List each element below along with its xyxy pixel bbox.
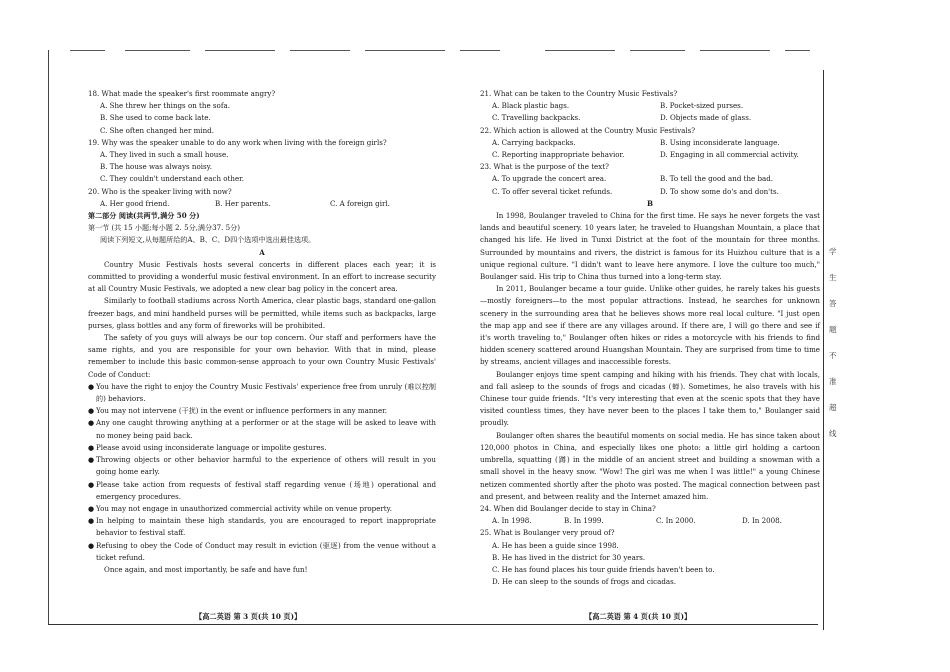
- option: C. He has found places his tour guide friends haven't been to.: [492, 564, 715, 574]
- option: D. In 2008.: [742, 516, 782, 526]
- margin-char: 题: [829, 325, 837, 334]
- top-cut-line: [545, 50, 615, 51]
- paragraph: The safety of you guys will always be our top concern. Our staff and performers have the same rights, and you are responsible for your own behavior. With that in mind, please remember to include this basic common-sense approach to your own Country Music Festivals' Code of Conduct:: [88, 333, 436, 379]
- margin-char: 答: [829, 299, 837, 308]
- question-21: 21. What can be taken to the Country Music Festivals?: [480, 89, 678, 98]
- bullet-item: ● In helping to maintain these high standards, you are encouraged to report inappropriate behavior to festival staff.: [88, 515, 436, 539]
- option: D. Objects made of glass.: [660, 113, 752, 123]
- bullet-item: ● Please avoid using inconsiderate language or impolite gestures.: [88, 442, 436, 454]
- margin-char: 线: [829, 429, 837, 438]
- bullet-icon: ●: [88, 407, 95, 416]
- bullet-icon: ●: [88, 541, 95, 550]
- bullet-icon: ●: [88, 504, 95, 513]
- paragraph: Boulanger enjoys time spent camping and hiking with his friends. They chat with locals, and fall asleep to the sounds of frogs and cicadas (蝉). Sometimes, he also travels with his Chinese tour guide friends. "It's very interesting that even at the scenic spots that they have visited countless times, they have never been to the places I take them to," Boulanger said proudly.: [480, 369, 820, 428]
- paragraph: Boulanger often shares the beautiful moments on social media. He has since taken about 120,000 photos in China, and especially likes one photo: a little girl holding a cartoon umbrella, squatting (蹲) in the middle of an ancient street and building a snowman with a small shovel in the heavy snow. "Wow! The girl was me when I was little!" a young Chinese netizen commented shortly after the photo was posted. The magical connection between past and present, and between reality and the Internet amazed him.: [480, 430, 820, 501]
- bullet-icon: ●: [88, 382, 95, 391]
- top-cut-line: [205, 50, 275, 51]
- left-column: [88, 88, 436, 576]
- option: B. Pocket-sized purses.: [660, 101, 744, 111]
- paragraph: In 1998, Boulanger traveled to China for the first time. He says he never forgets the vast lands and beautiful scenery. 10 years later, he traveled to Huangshan Mountain, a place that changed his life. He lived in Tunxi District at the foot of the mountain for three months. Surrounded by mountains and rivers, the district is famous for its Huizhou culture that is a unique regional culture. "I didn't want to leave here anymore. I love the culture too much," Boulanger said. His trip to China thus turned into a long-term stay.: [480, 211, 820, 282]
- margin-char: 生: [829, 273, 837, 282]
- option: A. He has been a guide since 1998.: [492, 540, 619, 550]
- top-cut-line: [630, 50, 685, 51]
- option: C. Travelling backpacks.: [492, 113, 581, 123]
- passage-letter: B: [647, 198, 653, 208]
- instruction: 阅读下列短文,从每题所给的A、B、C、D四个选项中选出最佳选项。: [100, 235, 316, 245]
- top-cut-line: [785, 50, 810, 51]
- option: D. He can sleep to the sounds of frogs and cicadas.: [492, 577, 677, 587]
- top-cut-line: [70, 50, 105, 51]
- bullet-item: ● You have the right to enjoy the Country Music Festivals' experience free from unruly (难以控制的) behaviors.: [88, 381, 436, 405]
- bullet-item: ● You may not intervene (干扰) in the event or influence performers in any manner.: [88, 405, 436, 417]
- top-cut-line: [125, 50, 190, 51]
- bullet-item: ● You may not engage in unauthorized commercial activity while on venue property.: [88, 503, 436, 515]
- option: B. He has lived in the district for 30 years.: [492, 552, 646, 562]
- options-row: [480, 112, 820, 124]
- part-heading: 第二部分 阅读(共两节,满分 50 分): [88, 211, 200, 221]
- page-footer-left: 【高二英语 第 3 页(共 10 页)】: [195, 612, 302, 621]
- bottom-frame-line: [48, 624, 818, 625]
- option: A. Carrying backpacks.: [492, 137, 576, 147]
- question-25: 25. What is Boulanger very proud of?: [480, 528, 615, 538]
- bullet-icon: ●: [88, 419, 95, 428]
- question-22: 22. Which action is allowed at the Country Music Festivals?: [480, 125, 696, 135]
- option: A. Black plastic bags.: [492, 101, 570, 111]
- closing-line: Once again, and most importantly, be safe and have fun!: [104, 564, 308, 574]
- option: B. In 1999.: [564, 516, 604, 526]
- bullet-icon: ●: [88, 443, 95, 452]
- option: B. The house was always noisy.: [100, 162, 212, 172]
- option: C. A foreign girl.: [330, 198, 390, 208]
- options-row: [480, 149, 820, 161]
- options-row: [480, 137, 820, 149]
- bullet-icon: ●: [88, 456, 95, 465]
- page-footer-right: 【高二英语 第 4 页(共 10 页)】: [585, 612, 692, 621]
- right-column: [480, 88, 820, 588]
- margin-char: 学: [829, 247, 837, 256]
- bullet-item: ● Refusing to obey the Code of Conduct may result in eviction (驱逐) from the venue without a ticket refund.: [88, 540, 436, 564]
- option: B. Using inconsiderate language.: [660, 137, 780, 147]
- option: C. To offer several ticket refunds.: [492, 186, 613, 196]
- question-24: 24. When did Boulanger decide to stay in China?: [480, 503, 656, 513]
- bullet-icon: ●: [88, 480, 95, 489]
- bullet-icon: ●: [88, 517, 95, 526]
- option: C. They couldn't understand each other.: [100, 174, 245, 184]
- option: B. To tell the good and the bad.: [660, 174, 774, 184]
- top-cut-line: [290, 50, 350, 51]
- option: B. She used to come back late.: [100, 113, 211, 123]
- margin-char: 不: [829, 351, 837, 360]
- option: C. She often changed her mind.: [100, 125, 214, 135]
- section-heading: 第一节 (共 15 小题;每小题 2. 5分,满分37. 5分): [88, 223, 241, 233]
- question-20: 20. Who is the speaker living with now?: [88, 186, 232, 196]
- question-18: 18. What made the speaker's first roommate angry?: [88, 89, 276, 98]
- margin-char: 准: [829, 377, 837, 386]
- option: A. To upgrade the concert area.: [492, 174, 607, 184]
- option: D. To show some do's and don'ts.: [660, 186, 779, 196]
- question-19: 19. Why was the speaker unable to do any work when living with the foreign girls?: [88, 137, 387, 147]
- paragraph: In 2011, Boulanger became a tour guide. Unlike other guides, he rarely takes his guests—mostly foreigners—to the most popular attractions. Instead, he searches for unknown scenery in the surrounding area that he believes shows more real local culture. "I just open the map app and see if there are any villages around. If there are, I will go there and see if it's worth traveling to," Boulanger often hikes or rides a motorcycle with his friends to find hidden scenery scattered around Huangshan Mountain. They are surprised from time to time by streams, ancient villages and inaccessible forests.: [480, 284, 820, 367]
- option: A. She threw her things on the sofa.: [100, 101, 230, 111]
- bullet-item: ● Throwing objects or other behavior harmful to the experience of others will result in you going home early.: [88, 454, 436, 478]
- option: C. In 2000.: [656, 516, 696, 526]
- options-row: [480, 186, 820, 198]
- option: D. Engaging in all commercial activity.: [660, 150, 799, 160]
- option: A. In 1998.: [492, 516, 532, 526]
- bullet-item: ● Please take action from requests of festival staff regarding venue (场地) operational and emergency procedures.: [88, 479, 436, 503]
- option: B. Her parents.: [215, 198, 271, 208]
- options-row: [480, 173, 820, 185]
- option: A. Her good friend.: [100, 198, 170, 208]
- bullet-item: ● Any one caught throwing anything at a performer or at the stage will be asked to leave with no money being paid back.: [88, 417, 436, 441]
- margin-char: 超: [829, 403, 837, 412]
- options-row: [480, 100, 820, 112]
- options-row: [480, 515, 820, 527]
- option: C. Reporting inappropriate behavior.: [492, 150, 625, 160]
- top-cut-line: [460, 50, 500, 51]
- paragraph: Similarly to football stadiums across North America, clear plastic bags, standard one-gallon freezer bags, and mini handheld purses will be permitted, while items such as backpacks, large purses, glass bottles and any form of fireworks will be prohibited.: [88, 296, 436, 330]
- paragraph: Country Music Festivals hosts several concerts in different places each year; it is committed to providing a wonderful music festival environment. In an effort to increase security at all Country Music Festivals, we adopted a new clear bag policy in the concert area.: [88, 259, 436, 294]
- top-cut-line: [365, 50, 445, 51]
- top-cut-line: [700, 50, 770, 51]
- passage-letter: A: [259, 247, 265, 257]
- options-row: [88, 198, 436, 210]
- left-frame-line: [48, 50, 49, 625]
- question-23: 23. What is the purpose of the text?: [480, 162, 609, 172]
- option: A. They lived in such a small house.: [100, 150, 229, 160]
